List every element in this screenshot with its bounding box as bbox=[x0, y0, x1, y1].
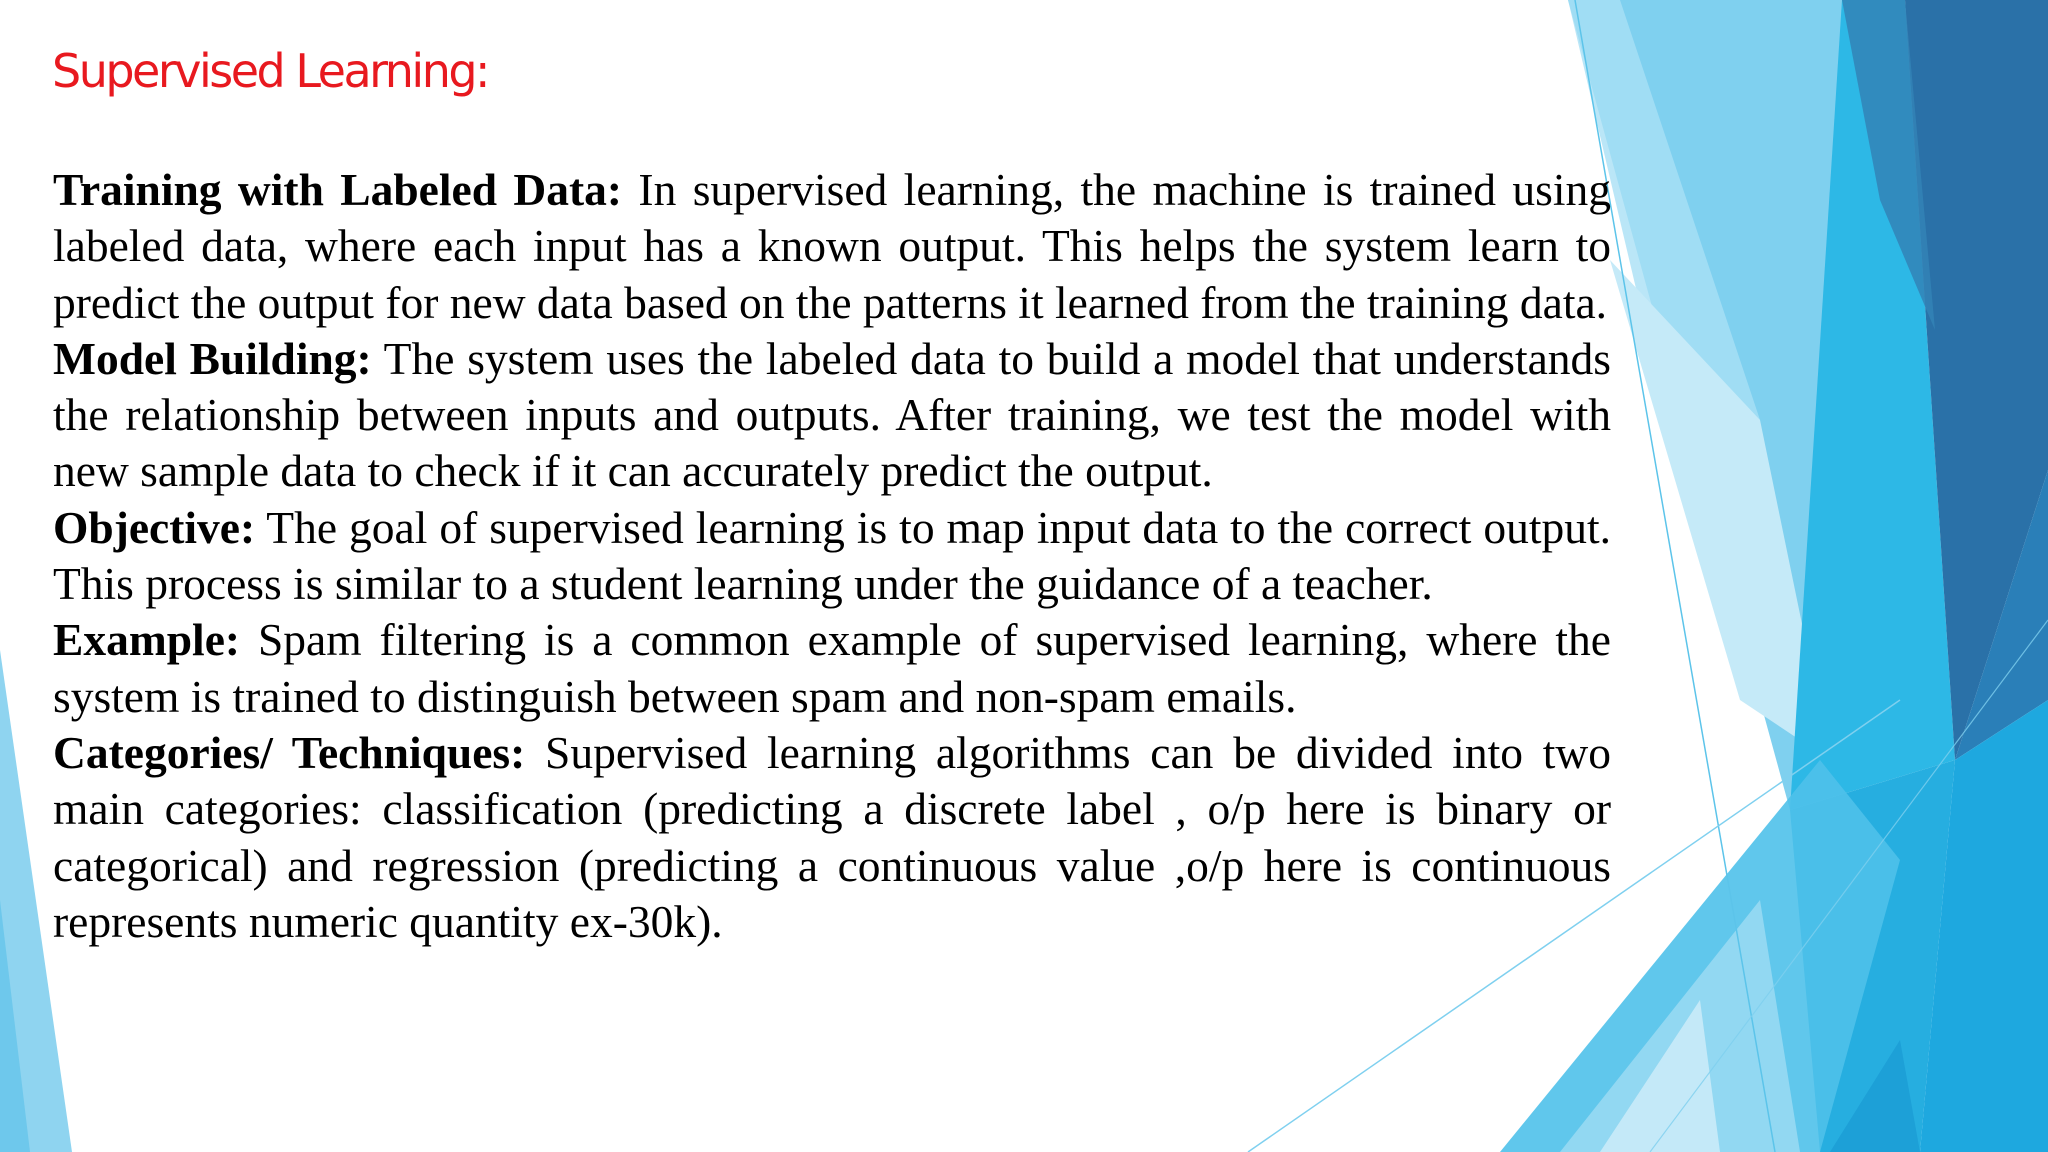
paragraph-model-building bbox=[53, 331, 1611, 500]
paragraph-text: The goal of supervised learning is to map input data to the correct output. This process is similar to a student learning under the guidance of a teacher. bbox=[53, 501, 1611, 610]
paragraph-text: The system uses the labeled data to build a model that understands the relationship between inputs and outputs. After training, we test the model with new sample data to check if it can accurately predict the output. bbox=[53, 332, 1611, 497]
paragraph-training bbox=[53, 162, 1611, 331]
paragraph-categories bbox=[53, 725, 1611, 950]
paragraph-label: Categories/ Techniques: bbox=[53, 726, 526, 778]
paragraph-label: Example: bbox=[53, 614, 241, 666]
paragraph-label: Objective: bbox=[53, 501, 256, 553]
paragraph-text: In supervised learning, the machine is trained using labeled data, where each input has a known output. This helps the system learn to predict the output for new data based on the patterns it learned from the training data. bbox=[53, 164, 1611, 328]
slide-title: Supervised Learning: bbox=[52, 44, 489, 98]
paragraph-text: Supervised learning algorithms can be divided into two main categories: classification (predicting a discrete label , o/p here is binary or categorical) and regression (predicting a continuous value ,o/p here is continuous represents numeric quantity ex-30k). bbox=[53, 726, 1611, 947]
paragraph-label: Model Building: bbox=[53, 332, 372, 384]
paragraph-objective bbox=[53, 500, 1611, 613]
paragraph-label: Training with Labeled Data: bbox=[53, 164, 623, 215]
slide-body bbox=[53, 162, 1611, 950]
paragraph-example bbox=[53, 612, 1611, 725]
paragraph-text: Spam filtering is a common example of supervised learning, where the system is trained to distinguish between spam and non-spam emails. bbox=[53, 614, 1611, 722]
